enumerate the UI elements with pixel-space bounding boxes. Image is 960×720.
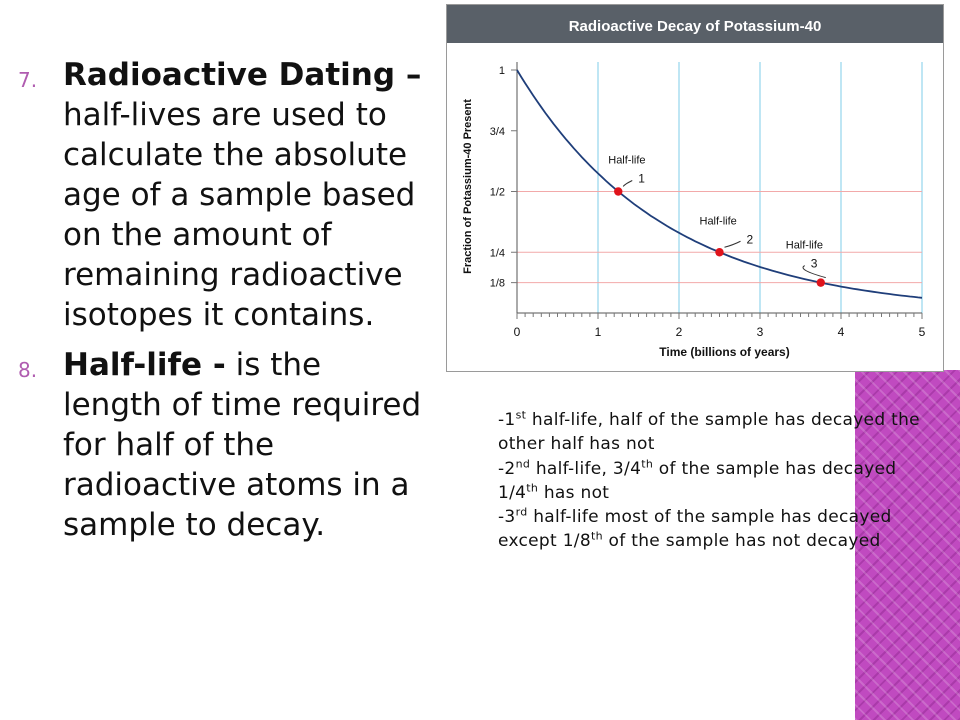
chart-y-tick-label: 1/2 bbox=[489, 186, 505, 199]
chart-data-point bbox=[614, 187, 622, 195]
term-radioactive-dating: Radioactive Dating – bbox=[63, 57, 422, 93]
note-superscript: nd bbox=[515, 456, 531, 470]
chart-data-point bbox=[715, 248, 723, 256]
chart-x-axis-label: Time (billions of years) bbox=[659, 345, 790, 359]
chart-y-tick-label: 1/4 bbox=[489, 247, 505, 260]
chart-x-tick-label: 0 bbox=[513, 325, 521, 339]
note-text: -2 bbox=[498, 458, 516, 479]
list-number: 7. bbox=[18, 68, 38, 92]
chart-x-tick-label: 3 bbox=[756, 325, 764, 339]
chart-annotation-label: Half-life bbox=[785, 239, 824, 252]
chart-y-axis-label: Fraction of Potassium-40 Present bbox=[462, 99, 474, 274]
term-half-life: Half-life - bbox=[63, 347, 226, 383]
note-line-1 bbox=[498, 408, 938, 457]
note-text: of the sample has decayed 1/4 bbox=[498, 458, 897, 503]
chart-data-point bbox=[817, 278, 825, 286]
list-number: 8. bbox=[18, 358, 38, 382]
chart-title: Radioactive Decay of Potassium-40 bbox=[568, 18, 822, 35]
chart-y-tick-label: 1 bbox=[498, 65, 505, 77]
decay-chart bbox=[446, 4, 944, 372]
chart-y-tick-label: 1/8 bbox=[489, 277, 505, 290]
chart-x-tick-label: 5 bbox=[918, 325, 926, 339]
note-superscript: th bbox=[590, 529, 603, 543]
chart-x-tick-label: 2 bbox=[675, 325, 683, 339]
chart-annotation-number: 3 bbox=[810, 256, 818, 271]
chart-annotation-number: 1 bbox=[638, 171, 645, 186]
list-item-radioactive-dating bbox=[18, 55, 428, 335]
note-text: -1 bbox=[498, 410, 516, 430]
half-life-notes bbox=[498, 408, 938, 554]
note-text: has not bbox=[538, 482, 610, 503]
chart-y-tick-label: 3/4 bbox=[489, 125, 505, 138]
definition-text: is the length of time required for half of the radioactive atoms in a sample to decay. bbox=[63, 347, 422, 543]
chart-x-tick-label: 4 bbox=[837, 325, 845, 339]
note-superscript: th bbox=[526, 481, 539, 495]
note-line-3 bbox=[498, 505, 938, 554]
note-text: of the sample has not decayed bbox=[602, 531, 881, 552]
chart-annotation-arrow bbox=[623, 181, 632, 187]
note-superscript: th bbox=[641, 456, 654, 470]
list-item-half-life bbox=[18, 345, 428, 545]
note-superscript: st bbox=[515, 408, 527, 422]
note-line-2 bbox=[498, 457, 938, 506]
chart-annotation-arrow bbox=[725, 241, 741, 247]
note-superscript: rd bbox=[515, 505, 528, 519]
chart-annotation-number: 2 bbox=[746, 232, 754, 247]
chart-annotation-label: Half-life bbox=[608, 154, 646, 167]
chart-series-line bbox=[517, 70, 922, 298]
chart-svg bbox=[447, 5, 943, 371]
definition-text: half-lives are used to calculate the absolute age of a sample based on the amount of remaining radioactive isotopes it contains. bbox=[63, 97, 416, 333]
chart-annotation-label: Half-life bbox=[699, 215, 737, 228]
note-text: half-life, half of the sample has decayed the other half has not bbox=[498, 410, 920, 455]
note-text: half-life most of the sample has decayed except 1/8 bbox=[498, 507, 892, 552]
note-text: -3 bbox=[498, 507, 516, 528]
note-text: half-life, 3/4 bbox=[530, 458, 642, 479]
definition-list bbox=[18, 55, 428, 555]
chart-x-tick-label: 1 bbox=[594, 325, 602, 339]
